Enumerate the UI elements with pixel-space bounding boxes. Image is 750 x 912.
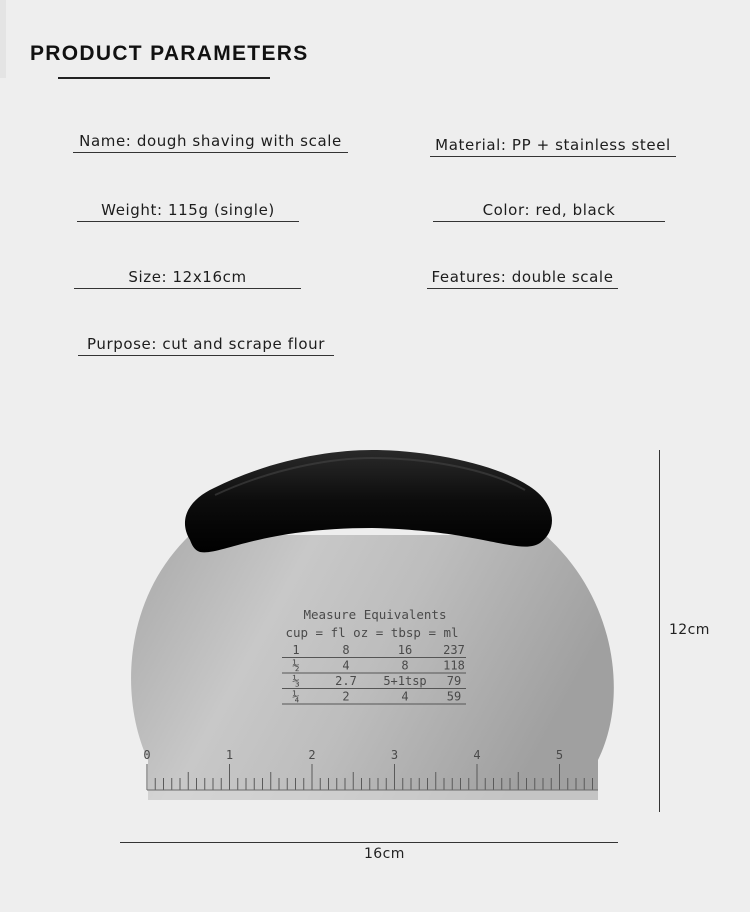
param-name: Name: dough shaving with scale [73,131,348,153]
etched-table-cell: ½ [292,658,300,673]
etched-table-title: Measure Equivalents [303,607,447,622]
param-features: Features: double scale [427,267,618,289]
etched-table-cell: 16 [397,643,413,657]
height-dimension-label: 12cm [669,622,710,638]
param-purpose: Purpose: cut and scrape flour [78,334,334,356]
etched-table-cell: 8 [342,643,350,657]
width-dimension-label: 16cm [364,846,405,862]
ruler-label: 3 [390,748,399,762]
etched-table-cell: 8 [401,658,409,673]
param-color: Color: red, black [433,200,665,222]
ruler-label: 5 [555,748,564,762]
etched-table-cell: 5+1tsp [383,674,427,688]
etched-table-cell: ¼ [292,689,300,704]
etched-table-cell: 59 [446,689,462,704]
param-material: Material: PP + stainless steel [430,135,676,157]
etched-table-cell: 79 [446,674,462,688]
etched-table-cell: ⅓ [292,674,300,688]
etched-table-cell: 4 [401,689,409,704]
steel-blade [131,535,614,800]
ruler-label: 2 [308,748,316,762]
etched-table-cell: 2.7 [335,674,357,688]
height-dimension-line [659,450,660,812]
param-size: Size: 12x16cm [74,267,301,289]
page-title: PRODUCT PARAMETERS [30,42,309,65]
etched-table-cell: 237 [443,643,465,657]
ruler-label: 0 [143,748,151,762]
etched-table-cell: 2 [342,689,350,704]
param-weight: Weight: 115g (single) [77,200,299,222]
etched-table-cell: 4 [342,658,350,673]
ruler-label: 1 [225,748,234,762]
etched-table-header: cup = fl oz = tbsp = ml [285,625,459,640]
etched-table-cell: 1 [292,643,300,657]
width-dimension-line [120,842,618,843]
ruler-label: 4 [473,748,481,762]
etched-table-cell: 118 [443,658,465,673]
